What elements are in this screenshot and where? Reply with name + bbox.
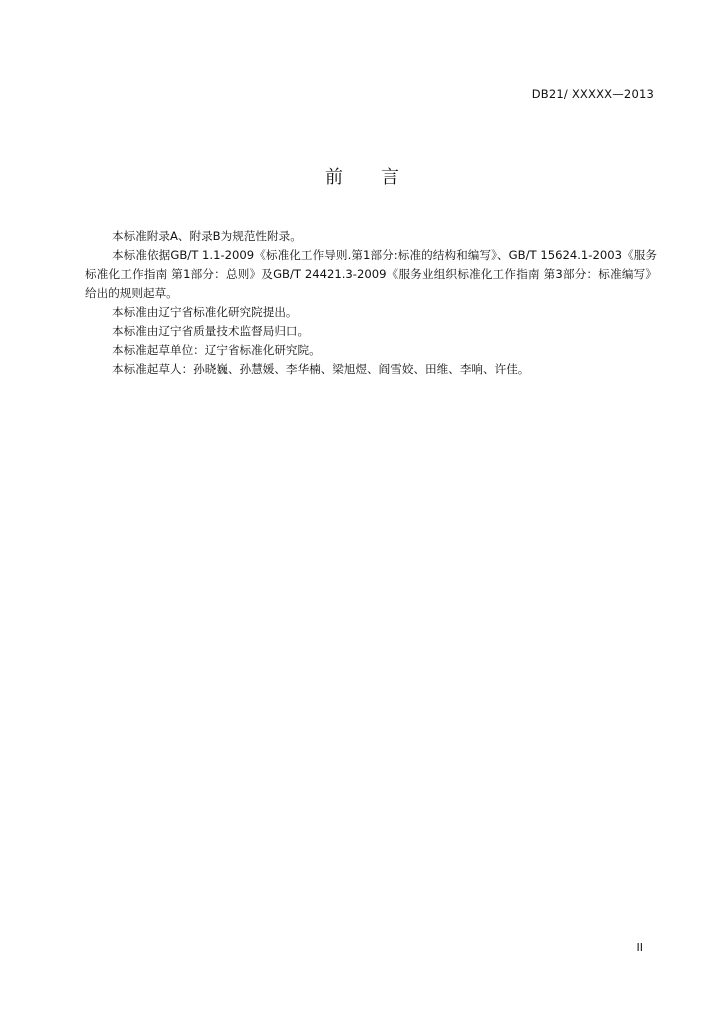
paragraph-authority: 本标准由辽宁省质量技术监督局归口。: [112, 324, 310, 338]
preface-body: [85, 227, 657, 379]
title-char-1: 前: [325, 167, 343, 188]
standard-code: DB21/ XXXXX—2013: [531, 87, 654, 101]
paragraph-drafting-unit: 本标准起草单位：辽宁省标准化研究院。: [112, 343, 321, 357]
paragraph-drafters: 本标准起草人：孙晓巍、孙慧媛、李华楠、梁旭煜、阎雪姣、田维、李响、许佳。: [112, 362, 530, 376]
paragraph-appendix: 本标准附录A、附录B为规范性附录。: [112, 229, 302, 243]
page-title: [0, 163, 724, 189]
paragraph-proposer: 本标准由辽宁省标准化研究院提出。: [112, 305, 298, 319]
title-char-2: 言: [381, 167, 399, 188]
paragraph-basis: 本标准依据GB/T 1.1-2009《标准化工作导则.第1部分:标准的结构和编写》、GB/T 15624.1-2003《服务标准化工作指南 第1部分：总则》及GB/T 24421.3-2009《服务业组织标准化工作指南 第3部分：标准编写》给出的规则起草。: [85, 248, 657, 300]
page-number: II: [636, 941, 643, 954]
